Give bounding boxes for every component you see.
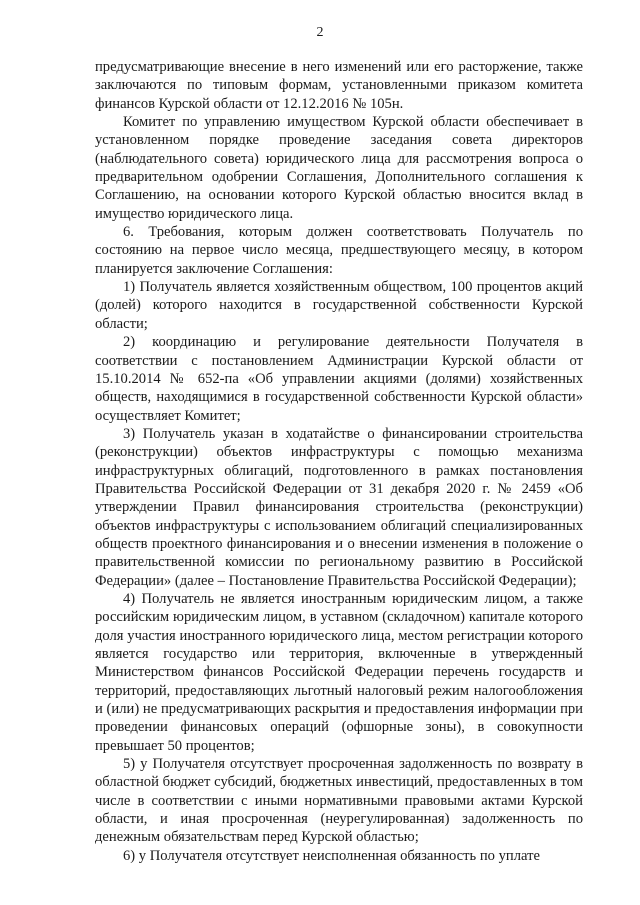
paragraph-subitem-1: 1) Получатель является хозяйственным обществом, 100 процентов акций (долей) которого находится в государственной собственности Курской области; (95, 279, 583, 332)
paragraph-subitem-4: 4) Получатель не является иностранным юридическим лицом, а также российским юридическим лицом, в уставном (складочном) капитале которого доля участия иностранного юридического лица, местом регистрации которого является государство или территория, включенные в утвержденный Министерством финансов Российской Федерации перечень государств и территорий, предоставляющих льготный налоговый режим налогообложения и (или) не предусматривающих раскрытия и предоставления информации при проведении финансовых операций (офшорные зоны), в совокупности превышает 50 процентов; (95, 590, 583, 754)
document-body (95, 58, 583, 865)
paragraph-committee-property: Комитет по управлению имуществом Курской области обеспечивает в установленном порядке проведение заседания совета директоров (наблюдательного совета) юридического лица для рассмотрения вопроса о предварительном одобрении Соглашения, Дополнительного соглашения к Соглашению, на основании которого Курской областью вносится вклад в имущество юридического лица. (95, 114, 583, 222)
paragraph-continuation: предусматривающие внесение в него изменений или его расторжение, также заключаются по типовым формам, установленными приказом комитета финансов Курской области от 12.12.2016 № 105н. (95, 59, 583, 112)
paragraph-subitem-5: 5) у Получателя отсутствует просроченная задолженность по возврату в областной бюджет субсидий, бюджетных инвестиций, предоставленных в том числе в соответствии с иными нормативными правовыми актами Курской области, и иная просроченная (неурегулированная) задолженность по денежным обязательствам перед Курской областью; (95, 756, 583, 846)
paragraph-subitem-6: 6) у Получателя отсутствует неисполненная обязанность по уплате (123, 847, 540, 864)
paragraph-subitem-3: 3) Получатель указан в ходатайстве о финансировании строительства (реконструкции) объектов инфраструктуры с помощью механизма инфраструктурных облигаций, подготовленного в рамках постановления Правительства Российской Федерации от 31 декабря 2020 г. № 2459 «Об утверждении Правил финансирования строительства (реконструкции) объектов инфраструктуры с использованием облигаций специализированных обществ проектного финансирования и о внесении изменения в положение о правительственной комиссии по региональному развитию в Российской Федерации» (далее – Постановление Правительства Российской Федерации); (95, 425, 583, 589)
paragraph-item-6-requirements: 6. Требования, которым должен соответствовать Получатель по состоянию на первое число месяца, предшествующего месяцу, в котором планируется заключение Соглашения: (95, 224, 583, 277)
paragraph-subitem-2: 2) координацию и регулирование деятельности Получателя в соответствии с постановлением Администрации Курской области от 15.10.2014 № 652-па «Об управлении акциями (долями) хозяйственных обществ, находящимися в государственной собственности Курской области» осуществляет Комитет; (95, 334, 583, 424)
page-number: 2 (316, 25, 324, 40)
